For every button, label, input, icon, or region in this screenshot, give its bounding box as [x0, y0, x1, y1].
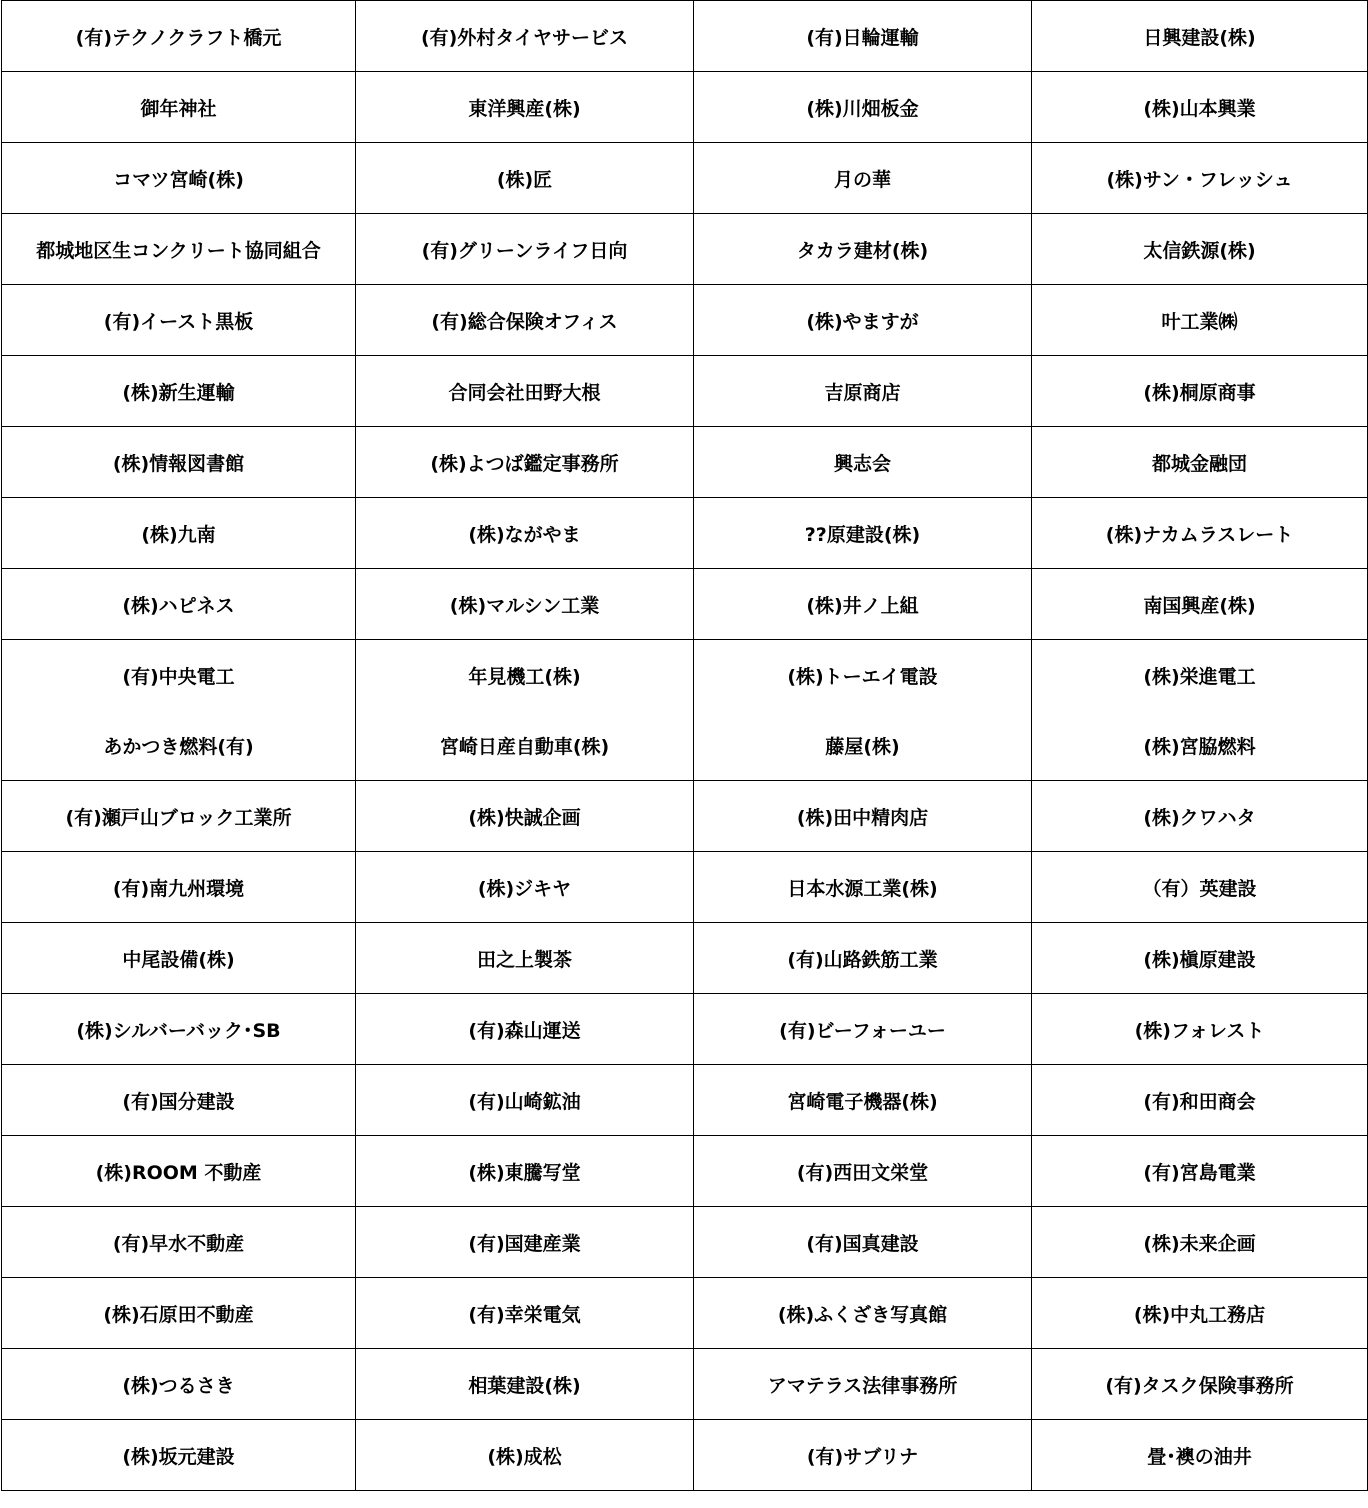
sponsor-name-cell: (有)早水不動産 — [2, 1207, 356, 1278]
sponsor-name-cell: (株)ROOM 不動産 — [2, 1136, 356, 1207]
table-row — [2, 1, 1368, 72]
sponsor-name-cell: 日本水源工業(株) — [694, 852, 1032, 923]
sponsor-name-cell: 宮崎電子機器(株) — [694, 1065, 1032, 1136]
sponsor-name-cell: 興志会 — [694, 427, 1032, 498]
sponsor-name-cell: (株)フォレスト — [1032, 994, 1368, 1065]
sponsor-name-cell: (株)ナカムラスレート — [1032, 498, 1368, 569]
table-row — [2, 852, 1368, 923]
table-row — [2, 994, 1368, 1065]
sponsor-name-cell: (株)新生運輸 — [2, 356, 356, 427]
table-row — [2, 1136, 1368, 1207]
sponsor-name-cell: (有)山路鉄筋工業 — [694, 923, 1032, 994]
sponsor-name-cell: 吉原商店 — [694, 356, 1032, 427]
sponsor-name-cell: 合同会社田野大根 — [356, 356, 694, 427]
sponsor-name-cell: 太信鉄源(株) — [1032, 214, 1368, 285]
sponsor-name-cell: (株)東騰写堂 — [356, 1136, 694, 1207]
sponsor-name-cell: (有)和田商会 — [1032, 1065, 1368, 1136]
sponsor-name-cell: (株)ハピネス — [2, 569, 356, 640]
sponsor-name-cell: 都城地区生コンクリート協同組合 — [2, 214, 356, 285]
sponsor-name-cell: 東洋興産(株) — [356, 72, 694, 143]
sponsor-name-cell: (株)ふくざき写真館 — [694, 1278, 1032, 1349]
table-row — [2, 781, 1368, 852]
sponsor-name-cell: 日興建設(株) — [1032, 1, 1368, 72]
sponsor-name-cell: (株)つるさき — [2, 1349, 356, 1420]
sponsor-name-cell: 相葉建設(株) — [356, 1349, 694, 1420]
sponsor-name-cell: あかつき燃料(有) — [2, 710, 356, 781]
sponsor-name-cell: (株)石原田不動産 — [2, 1278, 356, 1349]
sponsor-name-cell: (有)ビーフォーユー — [694, 994, 1032, 1065]
table-row — [2, 569, 1368, 640]
table-row — [2, 1065, 1368, 1136]
sponsor-name-cell: 叶工業㈱ — [1032, 285, 1368, 356]
sponsor-table — [1, 0, 1368, 1491]
sponsor-name-cell: (株)井ノ上組 — [694, 569, 1032, 640]
sponsor-name-cell: 田之上製茶 — [356, 923, 694, 994]
sponsor-name-cell: (有)サブリナ — [694, 1420, 1032, 1491]
sponsor-name-cell: (有)国分建設 — [2, 1065, 356, 1136]
sponsor-name-cell: 月の華 — [694, 143, 1032, 214]
table-row — [2, 1420, 1368, 1491]
sponsor-name-cell: (株)ジキヤ — [356, 852, 694, 923]
sponsor-name-cell: (株)未来企画 — [1032, 1207, 1368, 1278]
sponsor-name-cell: タカラ建材(株) — [694, 214, 1032, 285]
sponsor-name-cell: (株)坂元建設 — [2, 1420, 356, 1491]
sponsor-name-cell: (有)日輪運輸 — [694, 1, 1032, 72]
sponsor-name-cell: (有)瀬戸山ブロック工業所 — [2, 781, 356, 852]
sponsor-name-cell: (有)国真建設 — [694, 1207, 1032, 1278]
table-row — [2, 356, 1368, 427]
sponsor-name-cell: (株)宮脇燃料 — [1032, 710, 1368, 781]
table-row — [2, 72, 1368, 143]
sponsor-name-cell: 都城金融団 — [1032, 427, 1368, 498]
sponsor-name-cell: (有)総合保険オフィス — [356, 285, 694, 356]
sponsor-name-cell: 畳･襖の油井 — [1032, 1420, 1368, 1491]
sponsor-name-cell: (有)テクノクラフト橋元 — [2, 1, 356, 72]
table-row — [2, 214, 1368, 285]
sponsor-name-cell: (株)槇原建設 — [1032, 923, 1368, 994]
sponsor-name-cell: 年見機工(株) — [356, 640, 694, 711]
sponsor-name-cell: 宮崎日産自動車(株) — [356, 710, 694, 781]
sponsor-name-cell: (株)川畑板金 — [694, 72, 1032, 143]
table-row — [2, 923, 1368, 994]
sponsor-name-cell: ??原建設(株) — [694, 498, 1032, 569]
sponsor-name-cell: 南国興産(株) — [1032, 569, 1368, 640]
table-row — [2, 710, 1368, 781]
sponsor-name-cell: (株)中丸工務店 — [1032, 1278, 1368, 1349]
sponsor-name-cell: (株)サン・フレッシュ — [1032, 143, 1368, 214]
sponsor-name-cell: (有)タスク保険事務所 — [1032, 1349, 1368, 1420]
table-row — [2, 1349, 1368, 1420]
sponsor-name-cell: (株)匠 — [356, 143, 694, 214]
table-row — [2, 285, 1368, 356]
sponsor-name-cell: (株)桐原商事 — [1032, 356, 1368, 427]
sponsor-name-cell: 藤屋(株) — [694, 710, 1032, 781]
sponsor-name-cell: (株)山本興業 — [1032, 72, 1368, 143]
table-row — [2, 640, 1368, 711]
sponsor-name-cell: (株)よつば鑑定事務所 — [356, 427, 694, 498]
sponsor-name-cell: (株)田中精肉店 — [694, 781, 1032, 852]
sponsor-name-cell: (有)西田文栄堂 — [694, 1136, 1032, 1207]
sponsor-name-cell: (株)情報図書館 — [2, 427, 356, 498]
sponsor-name-cell: (有)幸栄電気 — [356, 1278, 694, 1349]
sponsor-name-cell: (株)トーエイ電設 — [694, 640, 1032, 711]
sponsor-name-cell: (株)成松 — [356, 1420, 694, 1491]
sponsor-name-cell: (株)栄進電工 — [1032, 640, 1368, 711]
sponsor-name-cell: 中尾設備(株) — [2, 923, 356, 994]
sponsor-name-cell: (株)九南 — [2, 498, 356, 569]
sponsor-name-cell: (株)マルシン工業 — [356, 569, 694, 640]
sponsor-name-cell: (有)宮島電業 — [1032, 1136, 1368, 1207]
sponsor-name-cell: (有)外村タイヤサービス — [356, 1, 694, 72]
sponsor-name-cell: (株)ながやま — [356, 498, 694, 569]
sponsor-name-cell: (有)イースト黒板 — [2, 285, 356, 356]
sponsor-name-cell: (株)やますが — [694, 285, 1032, 356]
sponsor-name-cell: (株)快誠企画 — [356, 781, 694, 852]
sponsor-name-cell: (有)森山運送 — [356, 994, 694, 1065]
sponsor-name-cell: (有)山崎鉱油 — [356, 1065, 694, 1136]
sponsor-name-cell: (株)シルバーバック･SB — [2, 994, 356, 1065]
sponsor-name-cell: コマツ宮崎(株) — [2, 143, 356, 214]
table-row — [2, 427, 1368, 498]
sponsor-name-cell: アマテラス法律事務所 — [694, 1349, 1032, 1420]
table-row — [2, 143, 1368, 214]
table-row — [2, 1207, 1368, 1278]
sponsor-name-cell: (有)南九州環境 — [2, 852, 356, 923]
table-row — [2, 1278, 1368, 1349]
sponsor-name-cell: (株)クワハタ — [1032, 781, 1368, 852]
sponsor-table-body — [2, 1, 1368, 1491]
sponsor-name-cell: (有)グリーンライフ日向 — [356, 214, 694, 285]
sponsor-name-cell: (有)中央電工 — [2, 640, 356, 711]
sponsor-name-cell: （有）英建設 — [1032, 852, 1368, 923]
sponsor-name-cell: (有)国建産業 — [356, 1207, 694, 1278]
table-row — [2, 498, 1368, 569]
sponsor-name-cell: 御年神社 — [2, 72, 356, 143]
